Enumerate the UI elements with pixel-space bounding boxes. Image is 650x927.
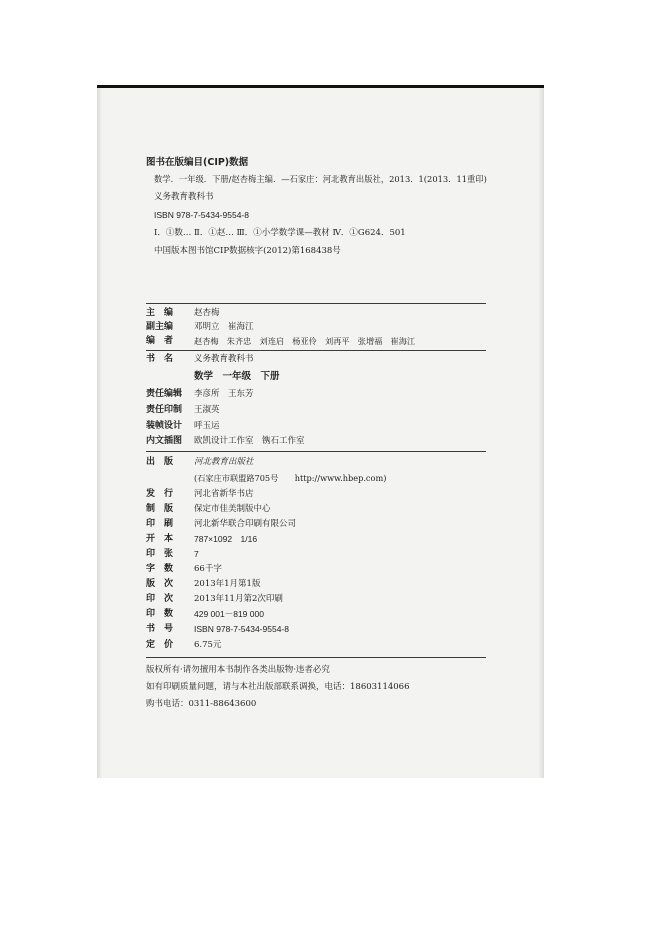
book-name-label: 书 名 xyxy=(146,354,174,364)
publisher-address: (石家庄市联盟路705号 http://www.hbep.com) xyxy=(194,473,387,483)
copyright-notice: 版权所有·请勿擅用本书制作各类出版物·违者必究 xyxy=(146,665,330,675)
divider xyxy=(146,451,486,452)
chief-editor-value: 赵杏梅 xyxy=(194,308,220,318)
cip-heading: 图书在版编目(CIP)数据 xyxy=(146,157,249,168)
editors-value: 赵杏梅 朱齐忠 刘连启 杨亚伶 刘再平 张增福 崔海江 xyxy=(194,336,416,346)
price-value: 6.75元 xyxy=(194,640,222,650)
deputy-editor-label: 副主编 xyxy=(146,322,174,332)
plate-value: 保定市佳美制版中心 xyxy=(194,504,271,514)
book-name-line1: 义务教育教科书 xyxy=(194,354,254,364)
printer-label: 印 刷 xyxy=(146,519,174,529)
distributor-value: 河北省新华书店 xyxy=(194,489,254,499)
design-label: 装帧设计 xyxy=(146,421,183,431)
format-value: 787×1092 1/16 xyxy=(194,534,258,544)
scan-right-shadow xyxy=(538,88,544,778)
copies-label: 印 数 xyxy=(146,609,174,619)
illustration-label: 内文插图 xyxy=(146,436,183,446)
price-label: 定 价 xyxy=(146,640,174,650)
sheets-label: 印 张 xyxy=(146,549,174,559)
resp-print-value: 王淑英 xyxy=(194,405,220,415)
cip-series-line: 义务教育教科书 xyxy=(154,192,214,202)
resp-editor-label: 责任编辑 xyxy=(146,389,183,399)
resp-editor-value: 李彦所 王东芳 xyxy=(194,389,254,399)
divider xyxy=(146,303,486,304)
cip-isbn: ISBN 978-7-5434-9554-8 xyxy=(154,210,249,220)
edition-value: 2013年1月第1版 xyxy=(194,579,261,589)
distributor-label: 发 行 xyxy=(146,489,174,499)
isbn-value: ISBN 978-7-5434-9554-8 xyxy=(194,624,289,634)
divider xyxy=(146,657,486,658)
divider xyxy=(146,350,486,351)
words-value: 66千字 xyxy=(194,564,222,574)
publisher-label: 出 版 xyxy=(146,457,174,467)
cip-record-number: 中国版本图书馆CIP数据核字(2012)第168438号 xyxy=(154,246,341,256)
editors-label: 编 者 xyxy=(146,336,174,346)
illustration-value: 欧凯设计工作室 镌石工作室 xyxy=(194,436,305,446)
edition-label: 版 次 xyxy=(146,579,174,589)
printer-value: 河北新华联合印刷有限公司 xyxy=(194,519,297,529)
chief-editor-label: 主 编 xyxy=(146,308,174,318)
words-label: 字 数 xyxy=(146,564,174,574)
sheets-value: 7 xyxy=(194,549,199,559)
design-value: 呼玉运 xyxy=(194,421,220,431)
deputy-editor-value: 邓明立 崔海江 xyxy=(194,322,254,332)
printing-value: 2013年11月第2次印刷 xyxy=(194,594,283,604)
cip-title-line: 数学．一年级．下册/赵杏梅主编．—石家庄：河北教育出版社，2013．1(2013．11重印) xyxy=(154,174,487,184)
isbn-label: 书 号 xyxy=(146,624,174,634)
plate-label: 制 版 xyxy=(146,504,174,514)
cip-classification: Ⅰ．①数… Ⅱ．①赵… Ⅲ．①小学数学课—教材 Ⅳ．①G624．501 xyxy=(154,228,406,238)
format-label: 开 本 xyxy=(146,534,174,544)
book-name-line2: 数学 一年级 下册 xyxy=(194,371,280,382)
copies-value: 429 001－819 000 xyxy=(194,609,264,619)
resp-print-label: 责任印制 xyxy=(146,405,183,415)
printing-label: 印 次 xyxy=(146,594,174,604)
quality-notice: 如有印刷质量问题，请与本社出版部联系调换，电话：18603114066 xyxy=(146,682,410,692)
publisher-value: 河北教育出版社 xyxy=(194,457,254,467)
scan-left-shadow xyxy=(97,88,102,778)
purchase-phone: 购书电话：0311-88643600 xyxy=(146,699,257,709)
